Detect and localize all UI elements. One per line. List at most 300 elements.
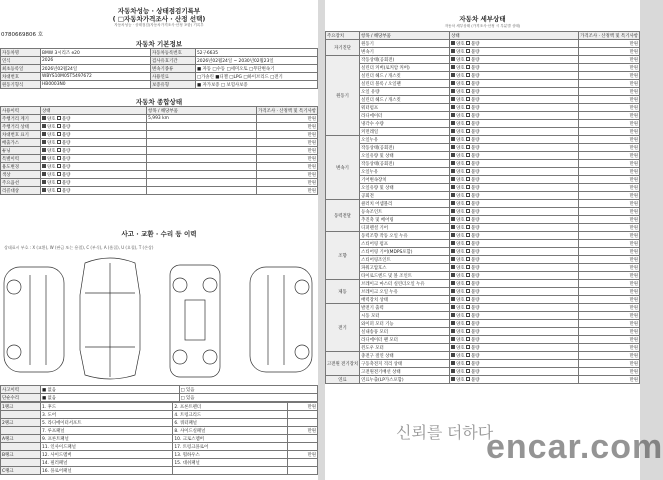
field-value: ■ 자가보증 □ 보험사보증 bbox=[196, 81, 318, 89]
checkbox bbox=[466, 233, 470, 237]
detail-row bbox=[326, 296, 640, 304]
status-options: 양호 불량 bbox=[450, 120, 579, 128]
checkbox-checked bbox=[451, 105, 455, 109]
unit-label bbox=[288, 411, 318, 419]
unit-label: 만원 bbox=[257, 187, 318, 195]
unit-label: 만원 bbox=[579, 360, 640, 368]
status-options: 양호 불량 bbox=[41, 171, 147, 179]
rank-row bbox=[1, 451, 318, 459]
part-label: 작동상태(공회전) bbox=[360, 56, 450, 64]
checkbox-checked bbox=[451, 57, 455, 61]
status-options: 양호 불량 bbox=[450, 352, 579, 360]
checkbox bbox=[466, 313, 470, 317]
status-options: 양호 불량 bbox=[450, 192, 579, 200]
unit-label: 만원 bbox=[579, 288, 640, 296]
rank-row bbox=[1, 427, 318, 435]
status-options: 양호 불량 bbox=[450, 272, 579, 280]
field-label: 사용연료 bbox=[151, 73, 196, 81]
status-detail bbox=[147, 155, 257, 163]
detail-note: 자동차 세부상태 (가격조사·산정 시 부분별 상태) bbox=[444, 24, 521, 28]
detail-row bbox=[326, 40, 640, 48]
status-options: 양호 불량 bbox=[450, 104, 579, 112]
status-options: 양호 불량 bbox=[450, 40, 579, 48]
status-item-label: 색상 bbox=[1, 171, 41, 179]
checkbox bbox=[466, 377, 470, 381]
document-subtitle: ( □자동차가격조사 · 산정 선택) bbox=[112, 15, 206, 23]
part-label: 와이퍼 모터 기능 bbox=[360, 320, 450, 328]
detail-row bbox=[326, 360, 640, 368]
car-side-left-outline bbox=[4, 267, 64, 372]
part-label: 오일 유량 bbox=[360, 88, 450, 96]
checkbox bbox=[57, 140, 61, 144]
checkbox bbox=[466, 329, 470, 333]
unit-label: 만원 bbox=[579, 232, 640, 240]
unit-label: 만원 bbox=[579, 184, 640, 192]
status-options: 양호 불량 bbox=[450, 160, 579, 168]
status-detail bbox=[147, 139, 257, 147]
checkbox-checked bbox=[42, 188, 46, 192]
checkbox-checked bbox=[451, 225, 455, 229]
checkbox bbox=[57, 164, 61, 168]
unit-label: 만원 bbox=[257, 131, 318, 139]
unit-label: 만원 bbox=[257, 147, 318, 155]
checkbox-checked bbox=[451, 337, 455, 341]
checkbox bbox=[57, 172, 61, 176]
checkbox-checked bbox=[451, 169, 455, 173]
field-value: 2026년02월24일 bbox=[41, 65, 151, 73]
status-options: 양호 불량 bbox=[450, 64, 579, 72]
detail-row bbox=[326, 120, 640, 128]
checkbox-checked bbox=[451, 65, 455, 69]
part-label: 실린더 블록 / 오일팬 bbox=[360, 80, 450, 88]
checkbox bbox=[466, 217, 470, 221]
detail-row bbox=[326, 264, 640, 272]
detail-row bbox=[326, 192, 640, 200]
overall-status-row bbox=[1, 179, 318, 187]
status-item-label: 튜닝 bbox=[1, 147, 41, 155]
rank-item: 2. 프론트펜더 bbox=[173, 403, 288, 411]
rank-row bbox=[1, 419, 318, 427]
status-options: 양호 불량 bbox=[450, 56, 579, 64]
field-value: □가솔린 ■디젤 □LPG □하이브리드 □전기 bbox=[196, 73, 318, 81]
field-value: BMW 3시리즈 e20 bbox=[41, 49, 151, 57]
status-options: 양호 불량 bbox=[41, 179, 147, 187]
unit-label: 만원 bbox=[579, 168, 640, 176]
status-options: 양호 불량 bbox=[450, 304, 579, 312]
unit-label: 만원 bbox=[579, 352, 640, 360]
checkbox bbox=[466, 241, 470, 245]
detail-row bbox=[326, 48, 640, 56]
unit-label: 만원 bbox=[579, 328, 640, 336]
checkbox-checked bbox=[42, 148, 46, 152]
rank-label bbox=[1, 443, 41, 451]
checkbox-checked bbox=[451, 97, 455, 101]
unit-label: 만원 bbox=[579, 264, 640, 272]
checkbox-checked bbox=[451, 129, 455, 133]
part-label: 라디에이터 팬 모터 bbox=[360, 336, 450, 344]
status-item-label: 차대번호 표기 bbox=[1, 131, 41, 139]
column-header: 가격조사 · 산정액 및 특기사항 bbox=[580, 33, 638, 39]
checkbox-checked bbox=[451, 233, 455, 237]
rank-label bbox=[1, 427, 41, 435]
status-detail bbox=[147, 123, 257, 131]
unit-label: 만원 bbox=[579, 48, 640, 56]
vehicle-diagram bbox=[0, 255, 318, 385]
field-label: 보증유형 bbox=[151, 81, 196, 89]
checkbox bbox=[466, 97, 470, 101]
checkbox-checked bbox=[451, 161, 455, 165]
checkbox-checked bbox=[42, 172, 46, 176]
unit-label: 만원 bbox=[579, 312, 640, 320]
status-options: 양호 불량 bbox=[450, 88, 579, 96]
detail-row bbox=[326, 176, 640, 184]
checkbox bbox=[466, 137, 470, 141]
status-item-label: 주요옵션 bbox=[1, 179, 41, 187]
unit-label: 만원 bbox=[288, 451, 318, 459]
checkbox bbox=[466, 321, 470, 325]
status-options: 양호 불량 bbox=[450, 280, 579, 288]
unit-label: 만원 bbox=[579, 200, 640, 208]
checkbox bbox=[466, 153, 470, 157]
checkbox-checked bbox=[451, 353, 455, 357]
unit-label: 만원 bbox=[579, 72, 640, 80]
status-options: 양호 불량 bbox=[41, 163, 147, 171]
device-group-label: 연료 bbox=[326, 376, 360, 384]
status-options: 양호 불량 bbox=[450, 256, 579, 264]
status-item-label: 주행거리 계기 bbox=[1, 115, 41, 123]
part-label: 고전원전기배선 상태 bbox=[360, 368, 450, 376]
unit-label bbox=[288, 419, 318, 427]
rank-row bbox=[1, 411, 318, 419]
detail-row bbox=[326, 304, 640, 312]
unit-label bbox=[288, 435, 318, 443]
detail-row bbox=[326, 128, 640, 136]
unit-label: 만원 bbox=[288, 427, 318, 435]
column-header: 상태 bbox=[450, 32, 579, 40]
checkbox-checked bbox=[42, 116, 46, 120]
rank-item: 4. 트렁크리드 bbox=[173, 411, 288, 419]
unit-label: 만원 bbox=[579, 224, 640, 232]
unit-label: 만원 bbox=[579, 144, 640, 152]
checkbox-checked bbox=[42, 156, 46, 160]
detail-row bbox=[326, 112, 640, 120]
detail-row bbox=[326, 328, 640, 336]
overall-status-row bbox=[1, 155, 318, 163]
accident-yes: □ 있음 bbox=[179, 386, 318, 394]
detail-row bbox=[326, 152, 640, 160]
checkbox-checked bbox=[42, 140, 46, 144]
document-note: 자동차성능 · 상태점검(자동차가격조사·산정 포함) 기록부 bbox=[114, 23, 204, 27]
basic-info-row bbox=[1, 73, 318, 81]
document-number: 0780669806 호 bbox=[1, 32, 44, 38]
part-label: 작동상태(공회전) bbox=[360, 160, 450, 168]
status-options: 양호 불량 bbox=[450, 144, 579, 152]
detail-row bbox=[326, 224, 640, 232]
part-label: 실린더 헤드 / 개스킷 bbox=[360, 72, 450, 80]
checkbox-checked bbox=[451, 281, 455, 285]
device-group-label: 동력전달 bbox=[326, 200, 360, 232]
part-label: 오일누유 bbox=[360, 168, 450, 176]
checkbox-checked bbox=[451, 153, 455, 157]
field-value: 2026년02월24일 ~ 2030년02월23일 bbox=[196, 57, 318, 65]
column-header: 주요장치 bbox=[326, 32, 360, 40]
rank-item: 1. 후드 bbox=[41, 403, 173, 411]
detail-table bbox=[325, 31, 640, 384]
checkbox-checked bbox=[451, 193, 455, 197]
unit-label: 만원 bbox=[288, 403, 318, 411]
field-value: 52구6635 bbox=[196, 49, 318, 57]
rank-label: 1랭크 bbox=[1, 403, 41, 411]
accident-row bbox=[1, 386, 318, 394]
accident-table bbox=[0, 385, 318, 402]
unit-label: 만원 bbox=[257, 139, 318, 147]
column-header: 사용이력 bbox=[1, 107, 41, 115]
detail-row bbox=[326, 232, 640, 240]
rank-item: 17. 트렁크플로어 bbox=[173, 443, 288, 451]
unit-label: 만원 bbox=[579, 128, 640, 136]
checkbox bbox=[466, 57, 470, 61]
status-options: 양호 불량 bbox=[450, 344, 579, 352]
checkbox-checked bbox=[451, 145, 455, 149]
checkbox-checked bbox=[451, 305, 455, 309]
unit-label: 만원 bbox=[579, 296, 640, 304]
checkbox-checked bbox=[451, 297, 455, 301]
detail-row bbox=[326, 208, 640, 216]
basic-info-title: 자동차 기본정보 bbox=[135, 40, 183, 48]
checkbox-checked bbox=[451, 177, 455, 181]
device-group-label: 고전원 전기장치 bbox=[326, 352, 360, 376]
rank-item: 15. 대쉬패널 bbox=[173, 459, 288, 467]
status-options: 양호 불량 bbox=[41, 115, 147, 123]
rank-item: 8. 사이드실패널 bbox=[173, 427, 288, 435]
car-frame-outline bbox=[170, 265, 220, 377]
column-header: 항목 / 해당부품 bbox=[360, 32, 450, 40]
part-label: 오일누유 bbox=[360, 136, 450, 144]
overall-status-row bbox=[1, 147, 318, 155]
status-detail bbox=[147, 163, 257, 171]
part-label: 작동상태(공회전) bbox=[360, 144, 450, 152]
part-label: 워터펌프 bbox=[360, 104, 450, 112]
part-label: 실내송풍 모터 bbox=[360, 328, 450, 336]
field-label: 차대번호 bbox=[1, 73, 41, 81]
checkbox bbox=[466, 257, 470, 261]
unit-label: 만원 bbox=[579, 136, 640, 144]
overall-status-row bbox=[1, 131, 318, 139]
unit-label bbox=[288, 467, 318, 475]
checkbox bbox=[466, 265, 470, 269]
field-value: ■ 자동 □수동 □세미오토 □무단변속기 bbox=[196, 65, 318, 73]
checkbox-checked bbox=[451, 289, 455, 293]
unit-label: 만원 bbox=[579, 216, 640, 224]
checkbox-checked bbox=[42, 132, 46, 136]
document-title: 자동차성능 · 상태점검기록부 bbox=[117, 7, 201, 15]
detail-row bbox=[326, 280, 640, 288]
checkbox-checked bbox=[451, 249, 455, 253]
unit-label: 만원 bbox=[579, 192, 640, 200]
part-label: 윈도우 모터 bbox=[360, 344, 450, 352]
status-detail bbox=[147, 171, 257, 179]
unit-label: 만원 bbox=[579, 368, 640, 376]
detail-row bbox=[326, 64, 640, 72]
detail-title: 자동차 세부상태 bbox=[459, 15, 506, 23]
detail-row bbox=[326, 248, 640, 256]
detail-row bbox=[326, 256, 640, 264]
unit-label: 만원 bbox=[579, 96, 640, 104]
detail-row bbox=[326, 344, 640, 352]
unit-label bbox=[288, 443, 318, 451]
status-options: 양호 불량 bbox=[450, 296, 579, 304]
unit-label: 만원 bbox=[257, 171, 318, 179]
status-options: 양호 불량 bbox=[450, 320, 579, 328]
rank-item: 14. 필러패널 bbox=[41, 459, 173, 467]
repair-history-title: 사고 · 교환 · 수리 등 이력 bbox=[121, 230, 197, 238]
part-label: 브레이크 마스터 실린더오일 누유 bbox=[360, 280, 450, 288]
part-label: 스티어링 기어(MDPS포함) bbox=[360, 248, 450, 256]
column-header: 가격조사 · 산정액 및 특기사항 bbox=[258, 108, 316, 114]
rank-item: 6. 쿼터패널 bbox=[173, 419, 288, 427]
part-label: 타이로드엔드 및 볼 조인트 bbox=[360, 272, 450, 280]
overall-status-title: 자동차 종합상태 bbox=[135, 98, 183, 106]
device-group-label: 제동 bbox=[326, 280, 360, 304]
accident-yes: □ 있음 bbox=[179, 394, 318, 402]
detail-row bbox=[326, 88, 640, 96]
status-options: 양호 불량 bbox=[450, 184, 579, 192]
rank-label bbox=[1, 411, 41, 419]
part-label: 등속조인트 bbox=[360, 208, 450, 216]
unit-label: 만원 bbox=[579, 56, 640, 64]
basic-info-row bbox=[1, 81, 318, 89]
device-group-label: 변속기 bbox=[326, 136, 360, 200]
detail-row bbox=[326, 104, 640, 112]
basic-info-table bbox=[0, 48, 318, 89]
rank-item: 11. 인사이드패널 bbox=[41, 443, 173, 451]
unit-label bbox=[288, 459, 318, 467]
rank-row bbox=[1, 435, 318, 443]
checkbox-checked bbox=[451, 73, 455, 77]
checkbox-checked bbox=[451, 41, 455, 45]
checkbox bbox=[466, 353, 470, 357]
checkbox bbox=[466, 41, 470, 45]
rank-label: C랭크 bbox=[1, 467, 41, 475]
checkbox-checked bbox=[451, 313, 455, 317]
status-item-label: 배출가스 bbox=[1, 139, 41, 147]
checkbox bbox=[57, 156, 61, 160]
status-options: 양호 불량 bbox=[450, 368, 579, 376]
checkbox bbox=[466, 297, 470, 301]
checkbox bbox=[466, 161, 470, 165]
checkbox-checked bbox=[42, 180, 46, 184]
checkbox bbox=[466, 337, 470, 341]
checkbox bbox=[466, 201, 470, 205]
status-item-label: 용도변경 bbox=[1, 163, 41, 171]
detail-row bbox=[326, 240, 640, 248]
checkbox bbox=[466, 345, 470, 349]
status-options: 양호 불량 bbox=[450, 216, 579, 224]
checkbox-checked bbox=[451, 241, 455, 245]
status-options: 양호 불량 bbox=[450, 168, 579, 176]
checkbox bbox=[466, 177, 470, 181]
watermark-slogan: 신뢰를 더하다 bbox=[396, 425, 494, 442]
unit-label: 만원 bbox=[257, 155, 318, 163]
part-label: 발전기 출력 bbox=[360, 304, 450, 312]
rank-item: 5. 라디에이터서포트 bbox=[41, 419, 173, 427]
checkbox bbox=[466, 305, 470, 309]
part-label: 디퍼렌셜 기어 bbox=[360, 224, 450, 232]
unit-label: 만원 bbox=[579, 280, 640, 288]
detail-row bbox=[326, 96, 640, 104]
status-options: 양호 불량 bbox=[450, 376, 579, 384]
unit-label: 만원 bbox=[579, 256, 640, 264]
rank-label: A랭크 bbox=[1, 435, 41, 443]
car-top-outline bbox=[80, 258, 140, 379]
rank-item: 16. 플로어패널 bbox=[41, 467, 173, 475]
checkbox-checked bbox=[451, 377, 455, 381]
detail-row bbox=[326, 336, 640, 344]
detail-row bbox=[326, 144, 640, 152]
part-label: 동력조향 작동 오일 누유 bbox=[360, 232, 450, 240]
status-detail bbox=[147, 179, 257, 187]
status-options: 양호 불량 bbox=[450, 152, 579, 160]
overall-status-row bbox=[1, 171, 318, 179]
unit-label: 만원 bbox=[579, 160, 640, 168]
column-header: 항목 / 해당부품 bbox=[147, 107, 257, 115]
checkbox-checked bbox=[451, 113, 455, 117]
detail-row bbox=[326, 288, 640, 296]
rank-item: 12. 사이드멤버 bbox=[41, 451, 173, 459]
checkbox-checked bbox=[42, 124, 46, 128]
overall-status-table bbox=[0, 106, 318, 195]
checkbox bbox=[466, 193, 470, 197]
detail-row bbox=[326, 272, 640, 280]
rank-table bbox=[0, 402, 318, 475]
status-options: 양호 불량 bbox=[41, 123, 147, 131]
checkbox bbox=[466, 273, 470, 277]
status-options: 양호 불량 bbox=[41, 131, 147, 139]
unit-label: 만원 bbox=[579, 208, 640, 216]
basic-info-row bbox=[1, 49, 318, 57]
rank-item: 7. 루프패널 bbox=[41, 427, 173, 435]
checkbox bbox=[57, 124, 61, 128]
rank-row bbox=[1, 443, 318, 451]
detail-row bbox=[326, 136, 640, 144]
field-label: 자동차등록번호 bbox=[151, 49, 196, 57]
status-detail bbox=[147, 187, 257, 195]
unit-label: 만원 bbox=[579, 376, 640, 384]
checkbox bbox=[466, 65, 470, 69]
checkbox-checked bbox=[451, 121, 455, 125]
detail-row bbox=[326, 168, 640, 176]
status-item-label: 리콜대상 bbox=[1, 187, 41, 195]
checkbox-checked bbox=[451, 369, 455, 373]
status-options: 양호 불량 bbox=[450, 248, 579, 256]
checkbox-checked bbox=[451, 345, 455, 349]
unit-label: 만원 bbox=[257, 179, 318, 187]
unit-label: 만원 bbox=[579, 40, 640, 48]
checkbox-checked bbox=[42, 164, 46, 168]
status-item-label: 특별이력 bbox=[1, 155, 41, 163]
checkbox bbox=[466, 369, 470, 373]
part-label: 배력장치 상태 bbox=[360, 296, 450, 304]
detail-row bbox=[326, 376, 640, 384]
unit-label: 만원 bbox=[579, 176, 640, 184]
checkbox bbox=[466, 185, 470, 189]
part-label: 라디에이터 bbox=[360, 112, 450, 120]
status-detail bbox=[147, 147, 257, 155]
field-label: 연식 bbox=[1, 57, 41, 65]
rank-item bbox=[173, 467, 288, 475]
status-options: 양호 불량 bbox=[450, 176, 579, 184]
field-label: 원동기형식 bbox=[1, 81, 41, 89]
